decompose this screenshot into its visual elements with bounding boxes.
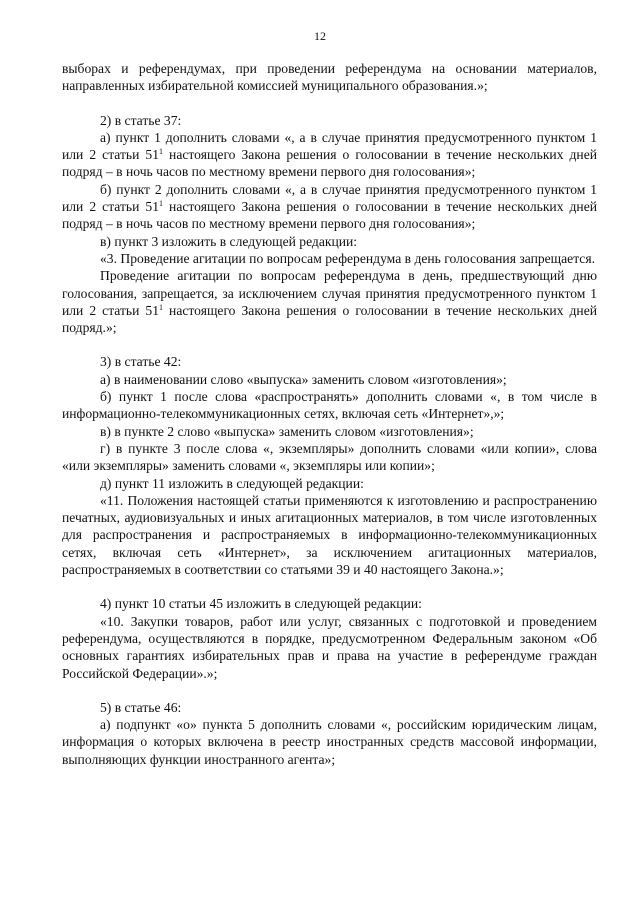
subitem-46-a: а) подпункт «о» пункта 5 дополнить словами «, российским юридическим лицам, информация о которых включена в реестр иностранных средств массовой информации, выполняющих функции иностранного агента»; xyxy=(62,717,597,767)
subitem-42-b: б) пункт 1 после слова «распространять» дополнить словами «, в том числе в информационно-телекоммуникационных сетях, включая сеть «Интернет»,»; xyxy=(62,389,597,422)
quoted-point-3: «3. Проведение агитации по вопросам референдума в день голосования запрещается. xyxy=(100,250,595,266)
subitem-37-b: б) пункт 2 дополнить словами «, а в случае принятия предусмотренного пунктом 1 или 2 статьи $51^1$ настоящего Закона решения о голосовании в течение нескольких дней подряд – в ночь часов по местному времени первого дня голосования»; xyxy=(62,181,598,232)
quoted-point-3-cont: Проведение агитации по вопросам референдума в день, предшествующий дню голосования, запрещается, за исключением случая принятия предусмотренного пунктом 1 или 2 статьи $51^1$ настоящего Закона решения о голосовании в течение нескольких дней подряд.»; xyxy=(62,268,598,336)
subitem-42-d: д) пункт 11 изложить в следующей редакции: xyxy=(100,475,364,491)
subitem-37-a: а) пункт 1 дополнить словами «, а в случае принятия предусмотренного пунктом 1 или 2 статьи $51^1$ настоящего Закона решения о голосовании в течение нескольких дней подряд – в ночь часов по местному времени первого дня голосования»; xyxy=(62,129,598,180)
subitem-42-a: а) в наименовании слово «выпуска» заменить словом «изготовления»; xyxy=(100,371,507,387)
item-article-42: 3) в статье 42: xyxy=(100,354,182,370)
quoted-point-10: «10. Закупки товаров, работ или услуг, связанных с подготовкой и проведением референдума, осуществляются в порядке, предусмотренном Федеральным законом «Об основных гарантиях избирательных прав и права на участие в референдуме граждан Российской Федерации».»; xyxy=(62,613,597,681)
item-article-45: 4) пункт 10 статьи 45 изложить в следующей редакции: xyxy=(100,596,422,612)
item-article-37: 2) в статье 37: xyxy=(100,112,182,128)
subitem-42-v: в) в пункте 2 слово «выпуска» заменить словом «изготовления»; xyxy=(100,423,474,439)
subitem-42-g: г) в пункте 3 после слова «, экземпляры» дополнить словами «или копии», слова «или экземпляры» заменить словами «, экземпляры или копии»; xyxy=(62,440,597,474)
document-body xyxy=(62,60,597,768)
superscript: 1 xyxy=(159,147,164,157)
superscript: 1 xyxy=(159,302,164,312)
subitem-37-v: в) пункт 3 изложить в следующей редакции: xyxy=(100,233,358,249)
quoted-point-11: «11. Положения настоящей статьи применяются к изготовлению и распространению печатных, аудиовизуальных и иных агитационных материалов, в том числе изготовленных для распространения и распространяемых в информационно-телекоммуникационных сетях, включая сеть «Интернет», за исключением агитационных материалов, распространяемых в соответствии со статьями 39 и 40 настоящего Закона.»; xyxy=(62,492,597,578)
item-article-46: 5) в статье 46: xyxy=(100,699,182,715)
page-number: 12 xyxy=(314,29,326,43)
superscript: 1 xyxy=(159,199,164,209)
paragraph-continuation: выборах и референдумах, при проведении референдума на основании материалов, направленных избирательной комиссией муниципального образования.»; xyxy=(62,61,597,94)
